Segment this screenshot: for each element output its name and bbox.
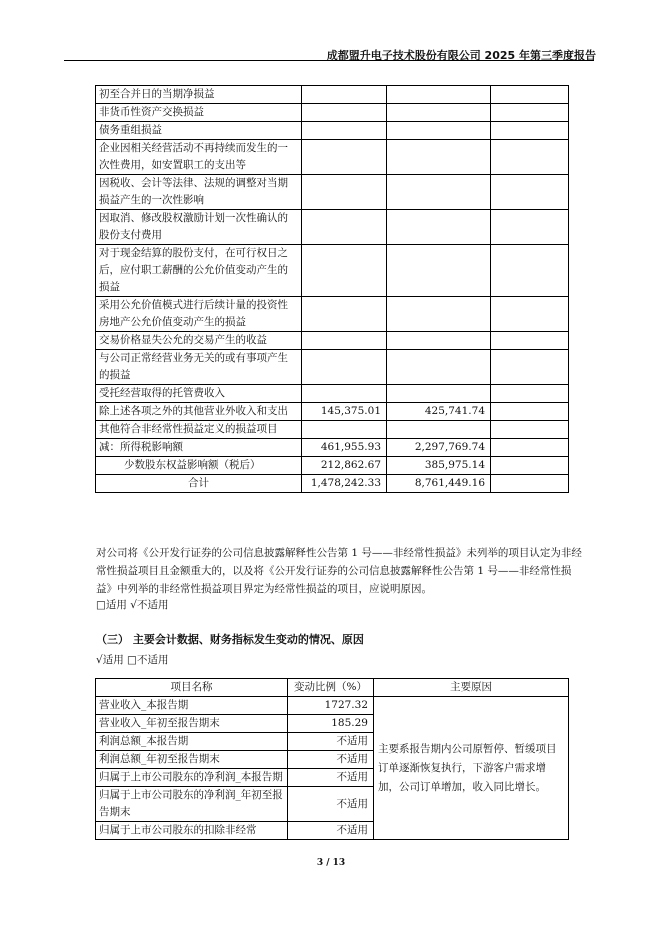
item-cell: 营业收入_本报告期 [96,697,288,715]
item-cell: 少数股东权益影响额（税后） [96,457,302,475]
applicability-option: √适用 □不适用 [96,654,169,666]
table-row [96,140,569,175]
item-cell: 企业因相关经营活动不再持续而发生的一次性费用，如安置职工的支出等 [96,140,302,175]
table-row [96,385,569,403]
value-cell [387,245,491,297]
note-paragraph: 对公司将《公开发行证券的公司信息披露解释性公告第 1 号——非经常性损益》未列举的项目认定为非经常性损益项目且金额重大的，以及将《公开发行证券的公司信息披露解释性公告第 1 号——非经常性损益》中列举的非经常性损益项目界定为经常性损益的项目，应说明原因。 [96,547,582,595]
value-cell [302,210,387,245]
value-cell [387,122,491,140]
item-cell: 其他符合非经常性损益定义的损益项目 [96,421,302,439]
page-header: 成都盟升电子技术股份有限公司 2025 年第三季度报告 [326,49,596,62]
item-cell: 交易价格显失公允的交易产生的收益 [96,332,302,350]
value-cell: 8,761,449.16 [387,475,491,493]
value-cell [302,175,387,210]
item-cell: 利润总额_年初至报告期末 [96,751,288,769]
table-row [96,122,569,140]
table-row [96,350,569,385]
ratio-cell: 不适用 [288,787,374,822]
value-cell [387,104,491,122]
ratio-cell: 1727.32 [288,697,374,715]
note-cell [491,457,569,475]
value-cell [387,175,491,210]
value-cell [302,122,387,140]
value-cell [302,140,387,175]
table-row [96,104,569,122]
table-row [96,86,569,104]
table-row [96,210,569,245]
item-cell: 减：所得税影响额 [96,439,302,457]
item-cell: 非货币性资产交换损益 [96,104,302,122]
table-row [96,421,569,439]
note-cell [491,421,569,439]
value-cell: 461,955.93 [302,439,387,457]
ratio-cell: 不适用 [288,733,374,751]
table-row [96,245,569,297]
note-cell [491,332,569,350]
value-cell [387,332,491,350]
header-rule [64,60,594,61]
table-row [96,403,569,421]
ratio-cell: 不适用 [288,769,374,787]
header-cell: 变动比例（%） [288,679,374,697]
note-cell [491,210,569,245]
value-cell [387,385,491,403]
table-row [96,697,569,715]
item-cell: 除上述各项之外的其他营业外收入和支出 [96,403,302,421]
table-row [96,457,569,475]
item-cell: 对于现金结算的股份支付，在可行权日之后，应付职工薪酬的公允价值变动产生的损益 [96,245,302,297]
value-cell [387,350,491,385]
change-reason-table [95,678,569,840]
nonrecurring-gains-table [95,85,569,493]
note-cell [491,350,569,385]
value-cell [387,86,491,104]
value-cell [387,140,491,175]
item-cell: 归属于上市公司股东的扣除非经常 [96,822,288,840]
ratio-cell: 不适用 [288,751,374,769]
header-cell: 项目名称 [96,679,288,697]
value-cell [387,297,491,332]
item-cell: 受托经营取得的托管费收入 [96,385,302,403]
item-cell: 合计 [96,475,302,493]
table-row [96,297,569,332]
value-cell: 385,975.14 [387,457,491,475]
value-cell [302,332,387,350]
value-cell [302,421,387,439]
note-cell [491,403,569,421]
value-cell: 212,862.67 [302,457,387,475]
item-cell: 利润总额_本报告期 [96,733,288,751]
note-cell [491,140,569,175]
value-cell [302,350,387,385]
table-row-total [96,475,569,493]
value-cell: 1,478,242.33 [302,475,387,493]
value-cell [302,86,387,104]
note-cell [491,475,569,493]
note-cell [491,175,569,210]
note-cell [491,297,569,332]
value-cell [302,245,387,297]
ratio-cell: 不适用 [288,822,374,840]
header-cell: 主要原因 [374,679,569,697]
table-row [96,439,569,457]
note-cell [491,245,569,297]
value-cell [387,210,491,245]
item-cell: 因税收、会计等法律、法规的调整对当期损益产生的一次性影响 [96,175,302,210]
value-cell [302,385,387,403]
reason-cell: 主要系报告期内公司原暂停、暂缓项目订单逐渐恢复执行，下游客户需求增加，公司订单增加，收入同比增长。 [374,697,569,840]
value-cell [302,104,387,122]
table-header-row [96,679,569,697]
note-cell [491,104,569,122]
value-cell [302,297,387,332]
item-cell: 采用公允价值模式进行后续计量的投资性房地产公允价值变动产生的损益 [96,297,302,332]
item-cell: 初至合并日的当期净损益 [96,86,302,104]
note-cell [491,86,569,104]
value-cell: 2,297,769.74 [387,439,491,457]
page-number: 3 / 13 [316,858,346,868]
item-cell: 归属于上市公司股东的净利润_年初至报告期末 [96,787,288,822]
note-cell [491,122,569,140]
note-cell [491,439,569,457]
note-cell [491,385,569,403]
value-cell: 425,741.74 [387,403,491,421]
table-row [96,175,569,210]
value-cell [387,421,491,439]
section-heading: （三） 主要会计数据、财务指标发生变动的情况、原因 [96,633,364,646]
item-cell: 与公司正常经营业务无关的或有事项产生的损益 [96,350,302,385]
applicability-option: □适用 √不适用 [96,599,169,611]
ratio-cell: 185.29 [288,715,374,733]
item-cell: 归属于上市公司股东的净利润_本报告期 [96,769,288,787]
value-cell: 145,375.01 [302,403,387,421]
item-cell: 因取消、修改股权激励计划一次性确认的股份支付费用 [96,210,302,245]
table-row [96,332,569,350]
item-cell: 债务重组损益 [96,122,302,140]
item-cell: 营业收入_年初至报告期末 [96,715,288,733]
